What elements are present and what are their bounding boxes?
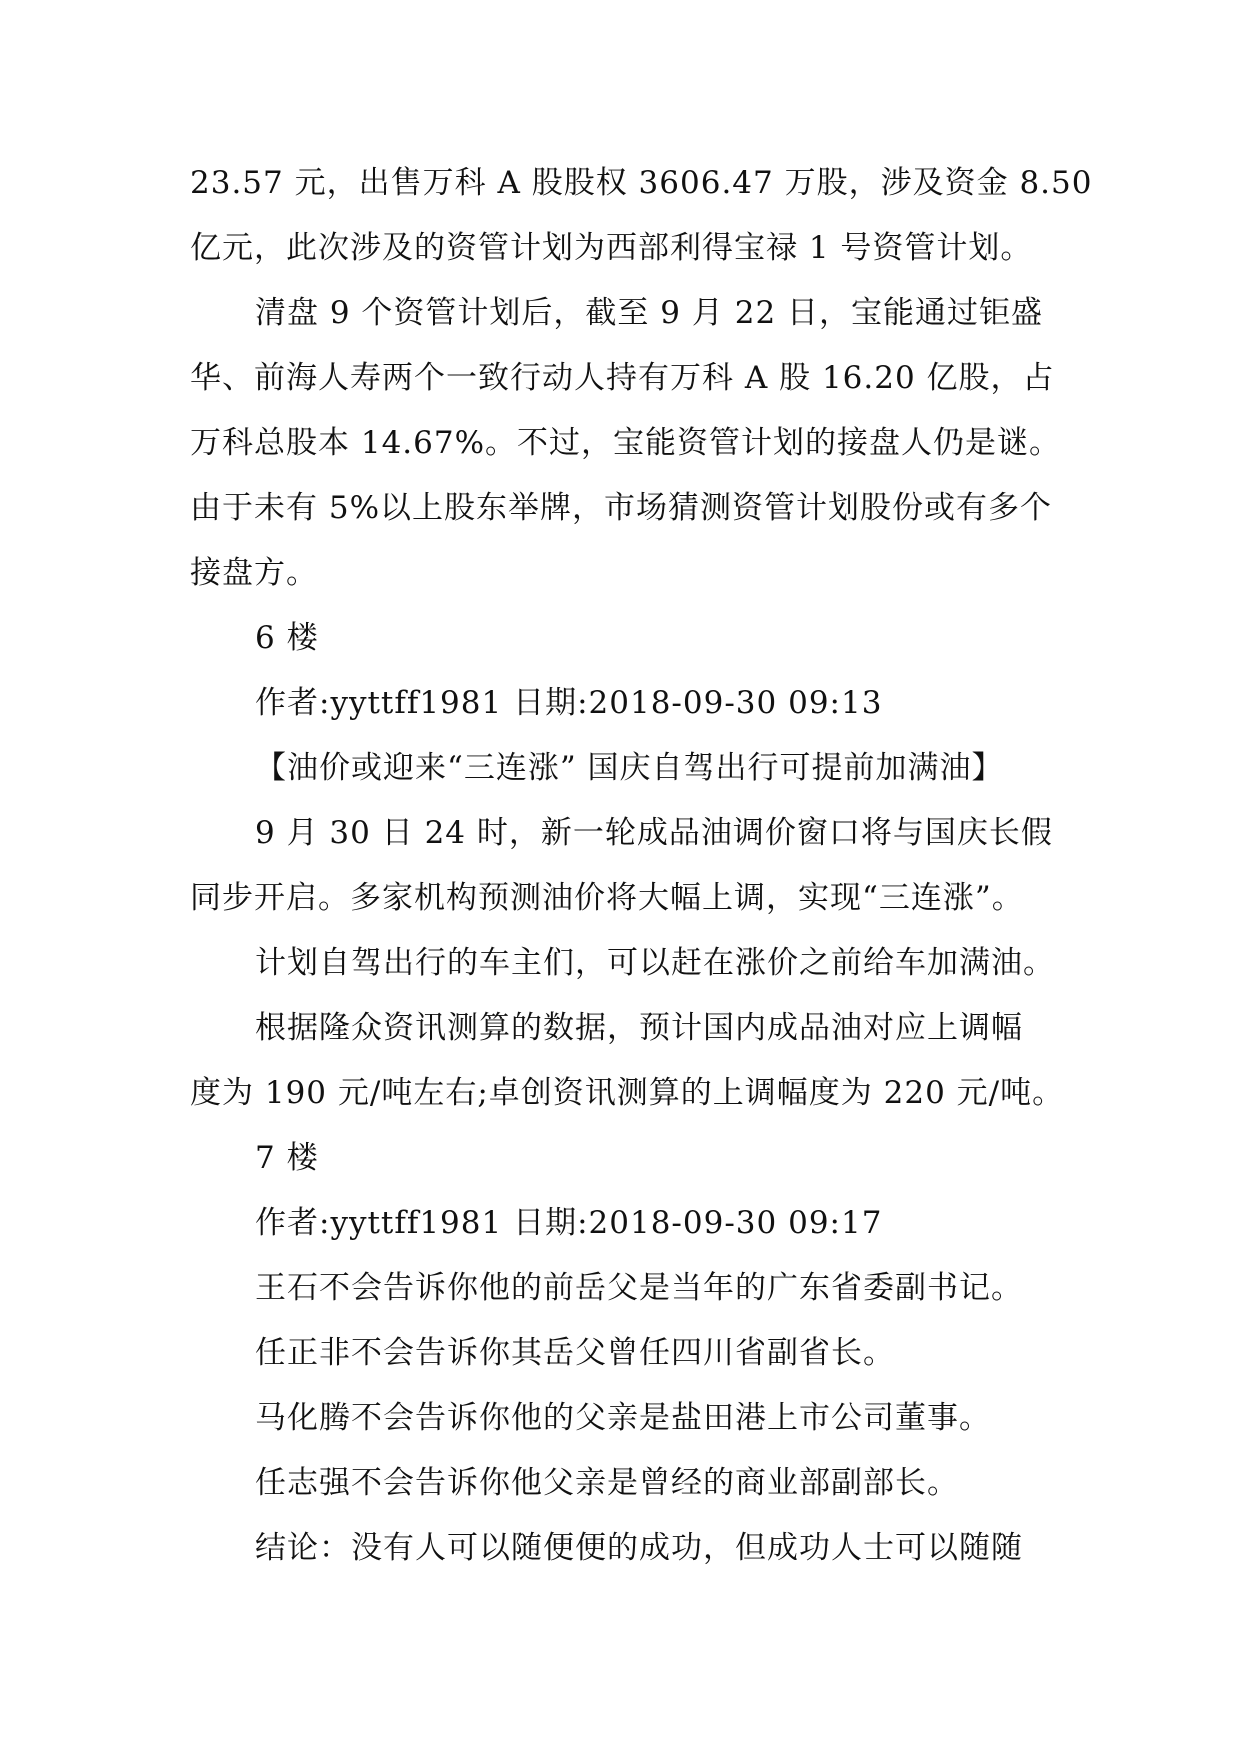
paragraph-start-line: 清盘 9 个资管计划后，截至 9 月 22 日，宝能通过钜盛 — [255, 295, 1044, 331]
body-text-line: 同步开启。多家机构预测油价将大幅上调，实现“三连涨”。 — [190, 880, 1024, 916]
paragraph-start-line: 根据隆众资讯测算的数据，预计国内成品油对应上调幅 — [255, 1010, 1023, 1046]
body-text-line: 亿元，此次涉及的资管计划为西部利得宝禄 1 号资管计划。 — [190, 230, 1033, 266]
paragraph-start-line: 王石不会告诉你他的前岳父是当年的广东省委副书记。 — [255, 1270, 1023, 1306]
paragraph-start-line: 马化腾不会告诉你他的父亲是盐田港上市公司董事。 — [255, 1400, 991, 1436]
paragraph-start-line: 9 月 30 日 24 时，新一轮成品油调价窗口将与国庆长假 — [255, 815, 1053, 851]
conclusion-line: 结论：没有人可以随便便的成功，但成功人士可以随随 — [255, 1530, 1023, 1566]
paragraph-start-line: 任正非不会告诉你其岳父曾任四川省副省长。 — [255, 1335, 895, 1371]
floor-label: 6 楼 — [255, 620, 319, 656]
body-text-line: 万科总股本 14.67%。不过，宝能资管计划的接盘人仍是谜。 — [190, 425, 1062, 461]
paragraph-start-line: 任志强不会告诉你他父亲是曾经的商业部副部长。 — [255, 1465, 959, 1501]
post-author-date: 作者:yyttff1981 日期:2018-09-30 09:17 — [255, 1205, 883, 1241]
post-headline: 【油价或迎来“三连涨” 国庆自驾出行可提前加满油】 — [255, 750, 1004, 786]
paragraph-start-line: 计划自驾出行的车主们，可以赶在涨价之前给车加满油。 — [255, 945, 1055, 981]
body-text-line: 华、前海人寿两个一致行动人持有万科 A 股 16.20 亿股，占 — [190, 360, 1055, 396]
body-text-line: 度为 190 元/吨左右;卓创资讯测算的上调幅度为 220 元/吨。 — [190, 1075, 1065, 1111]
floor-label: 7 楼 — [255, 1140, 319, 1176]
post-author-date: 作者:yyttff1981 日期:2018-09-30 09:13 — [255, 685, 883, 721]
body-text-line: 接盘方。 — [190, 555, 318, 591]
body-text-line: 由于未有 5%以上股东举牌，市场猜测资管计划股份或有多个 — [190, 490, 1053, 526]
body-text-line: 23.57 元，出售万科 A 股股权 3606.47 万股，涉及资金 8.50 — [190, 165, 1093, 201]
